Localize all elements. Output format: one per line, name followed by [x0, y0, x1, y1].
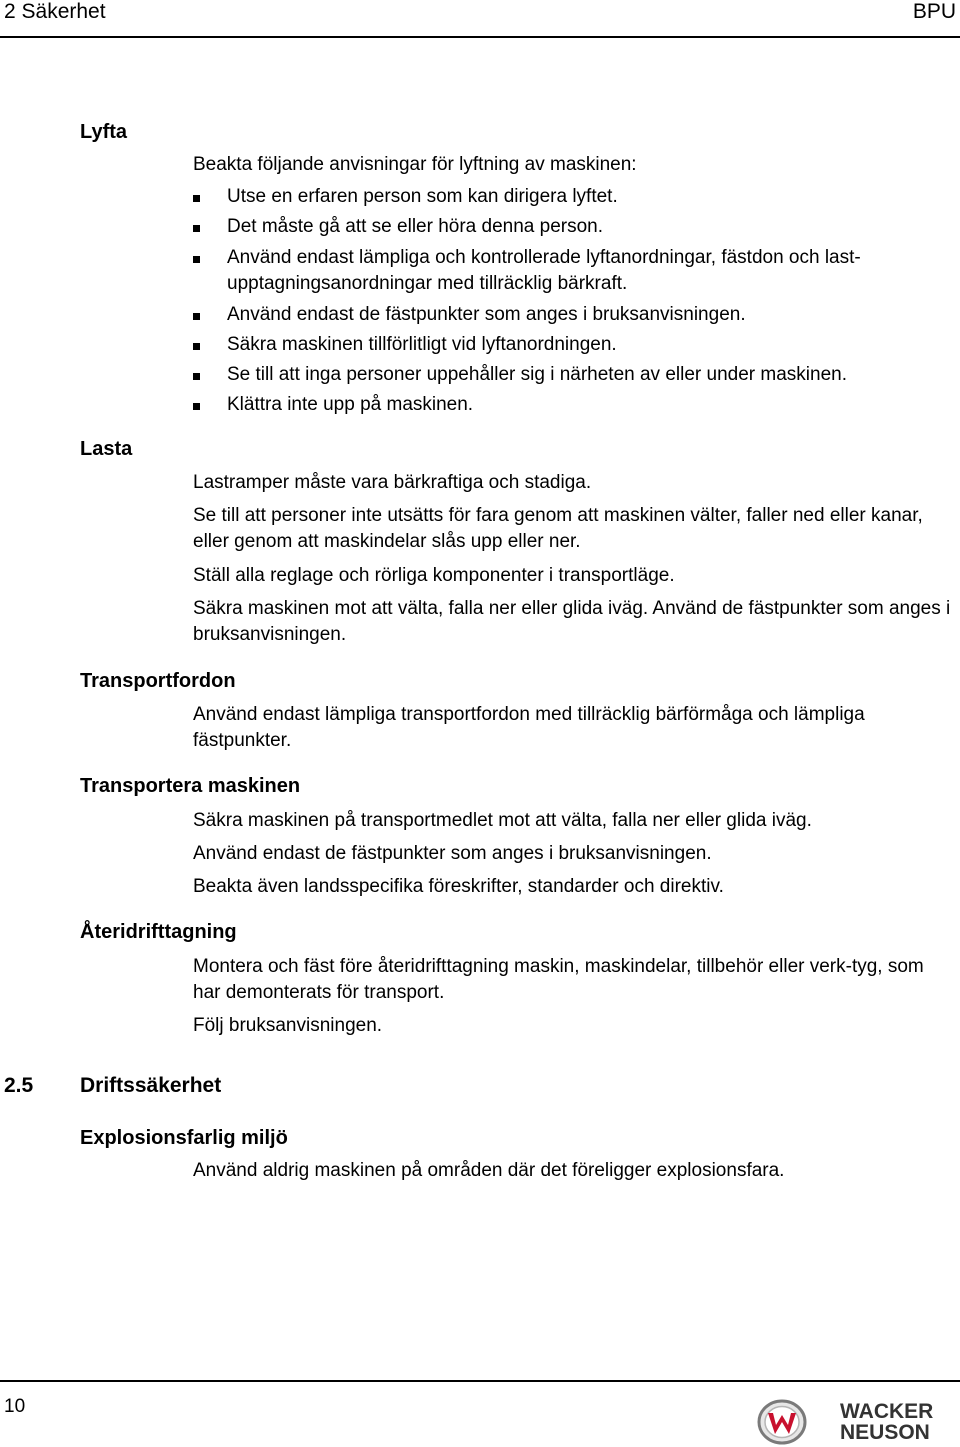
chapter-title: 2 Säkerhet — [4, 0, 106, 23]
list-item: Använd endast de fästpunkter som anges i bruksanvisningen. — [193, 302, 955, 328]
page-number: 10 — [4, 1396, 26, 1417]
list-item: Utse en erfaren person som kan dirigera lyftet. — [193, 184, 955, 210]
list-item: Använd endast lämpliga och kontrollerade lyftanordningar, fästdon och last-upptagningsanordningar med tillräcklig bärkraft. — [193, 245, 955, 297]
bullet-icon — [193, 256, 200, 263]
list-item: Det måste gå att se eller höra denna person. — [193, 214, 955, 240]
bullet-icon — [193, 373, 200, 380]
bullet-icon — [193, 343, 200, 350]
transportfordon-paragraph: Använd endast lämpliga transportfordon med tillräcklig bärförmåga och lämpliga fästpunkter. — [193, 704, 865, 751]
bullet-icon — [193, 403, 200, 410]
brand-name-line2: NEUSON — [840, 1421, 930, 1444]
wacker-neuson-emblem-icon — [754, 1398, 814, 1446]
bullet-icon — [193, 225, 200, 232]
explosion-paragraph: Använd aldrig maskinen på områden där det föreligger explosionsfara. — [193, 1160, 785, 1181]
list-item: Se till att inga personer uppehåller sig i närheten av eller under maskinen. — [193, 362, 955, 388]
product-name: BPU — [912, 0, 956, 23]
transportera-paragraph: Beakta även landsspecifika föreskrifter, standarder och direktiv. — [193, 876, 724, 897]
section-title: Driftssäkerhet — [80, 1074, 222, 1097]
heading-lyfta: Lyfta — [80, 121, 128, 143]
heading-explosionsfarlig-miljo: Explosionsfarlig miljö — [80, 1127, 288, 1149]
lyfta-intro: Beakta följande anvisningar för lyftning av maskinen: — [193, 154, 637, 175]
transportera-paragraph: Använd endast de fästpunkter som anges i bruksanvisningen. — [193, 843, 712, 864]
ateridrift-paragraph: Följ bruksanvisningen. — [193, 1015, 383, 1036]
bullet-icon — [193, 195, 200, 202]
list-item: Klättra inte upp på maskinen. — [193, 392, 955, 418]
brand-name-line1: WACKER — [840, 1400, 934, 1423]
ateridrift-paragraph: Montera och fäst före återidrifttagning maskin, maskindelar, tillbehör eller verk-tyg, som har demonterats för transport. — [193, 956, 924, 1003]
bullet-icon — [193, 313, 200, 320]
heading-transportfordon: Transportfordon — [80, 670, 236, 692]
footer-rule — [0, 1380, 960, 1382]
wacker-neuson-logo — [752, 1398, 958, 1446]
lasta-paragraph: Se till att personer inte utsätts för fara genom att maskinen välter, faller ned eller kanar, eller genom att maskindelar slås upp eller ner. — [193, 505, 923, 552]
lasta-paragraph: Ställ alla reglage och rörliga komponenter i transportläge. — [193, 565, 675, 586]
transportera-paragraph: Säkra maskinen på transportmedlet mot att välta, falla ner eller glida iväg. — [193, 810, 812, 831]
heading-transportera-maskinen: Transportera maskinen — [80, 775, 301, 797]
heading-ateridrifttagning: Återidrifttagning — [80, 921, 237, 943]
heading-lasta: Lasta — [80, 438, 133, 460]
lasta-paragraph: Lastramper måste vara bärkraftiga och stadiga. — [193, 472, 592, 493]
section-number: 2.5 — [4, 1074, 34, 1097]
list-item: Säkra maskinen tillförlitligt vid lyftanordningen. — [193, 332, 955, 358]
lasta-paragraph: Säkra maskinen mot att välta, falla ner eller glida iväg. Använd de fästpunkter som anges i bruksanvisningen. — [193, 598, 951, 645]
header-rule — [0, 36, 960, 38]
